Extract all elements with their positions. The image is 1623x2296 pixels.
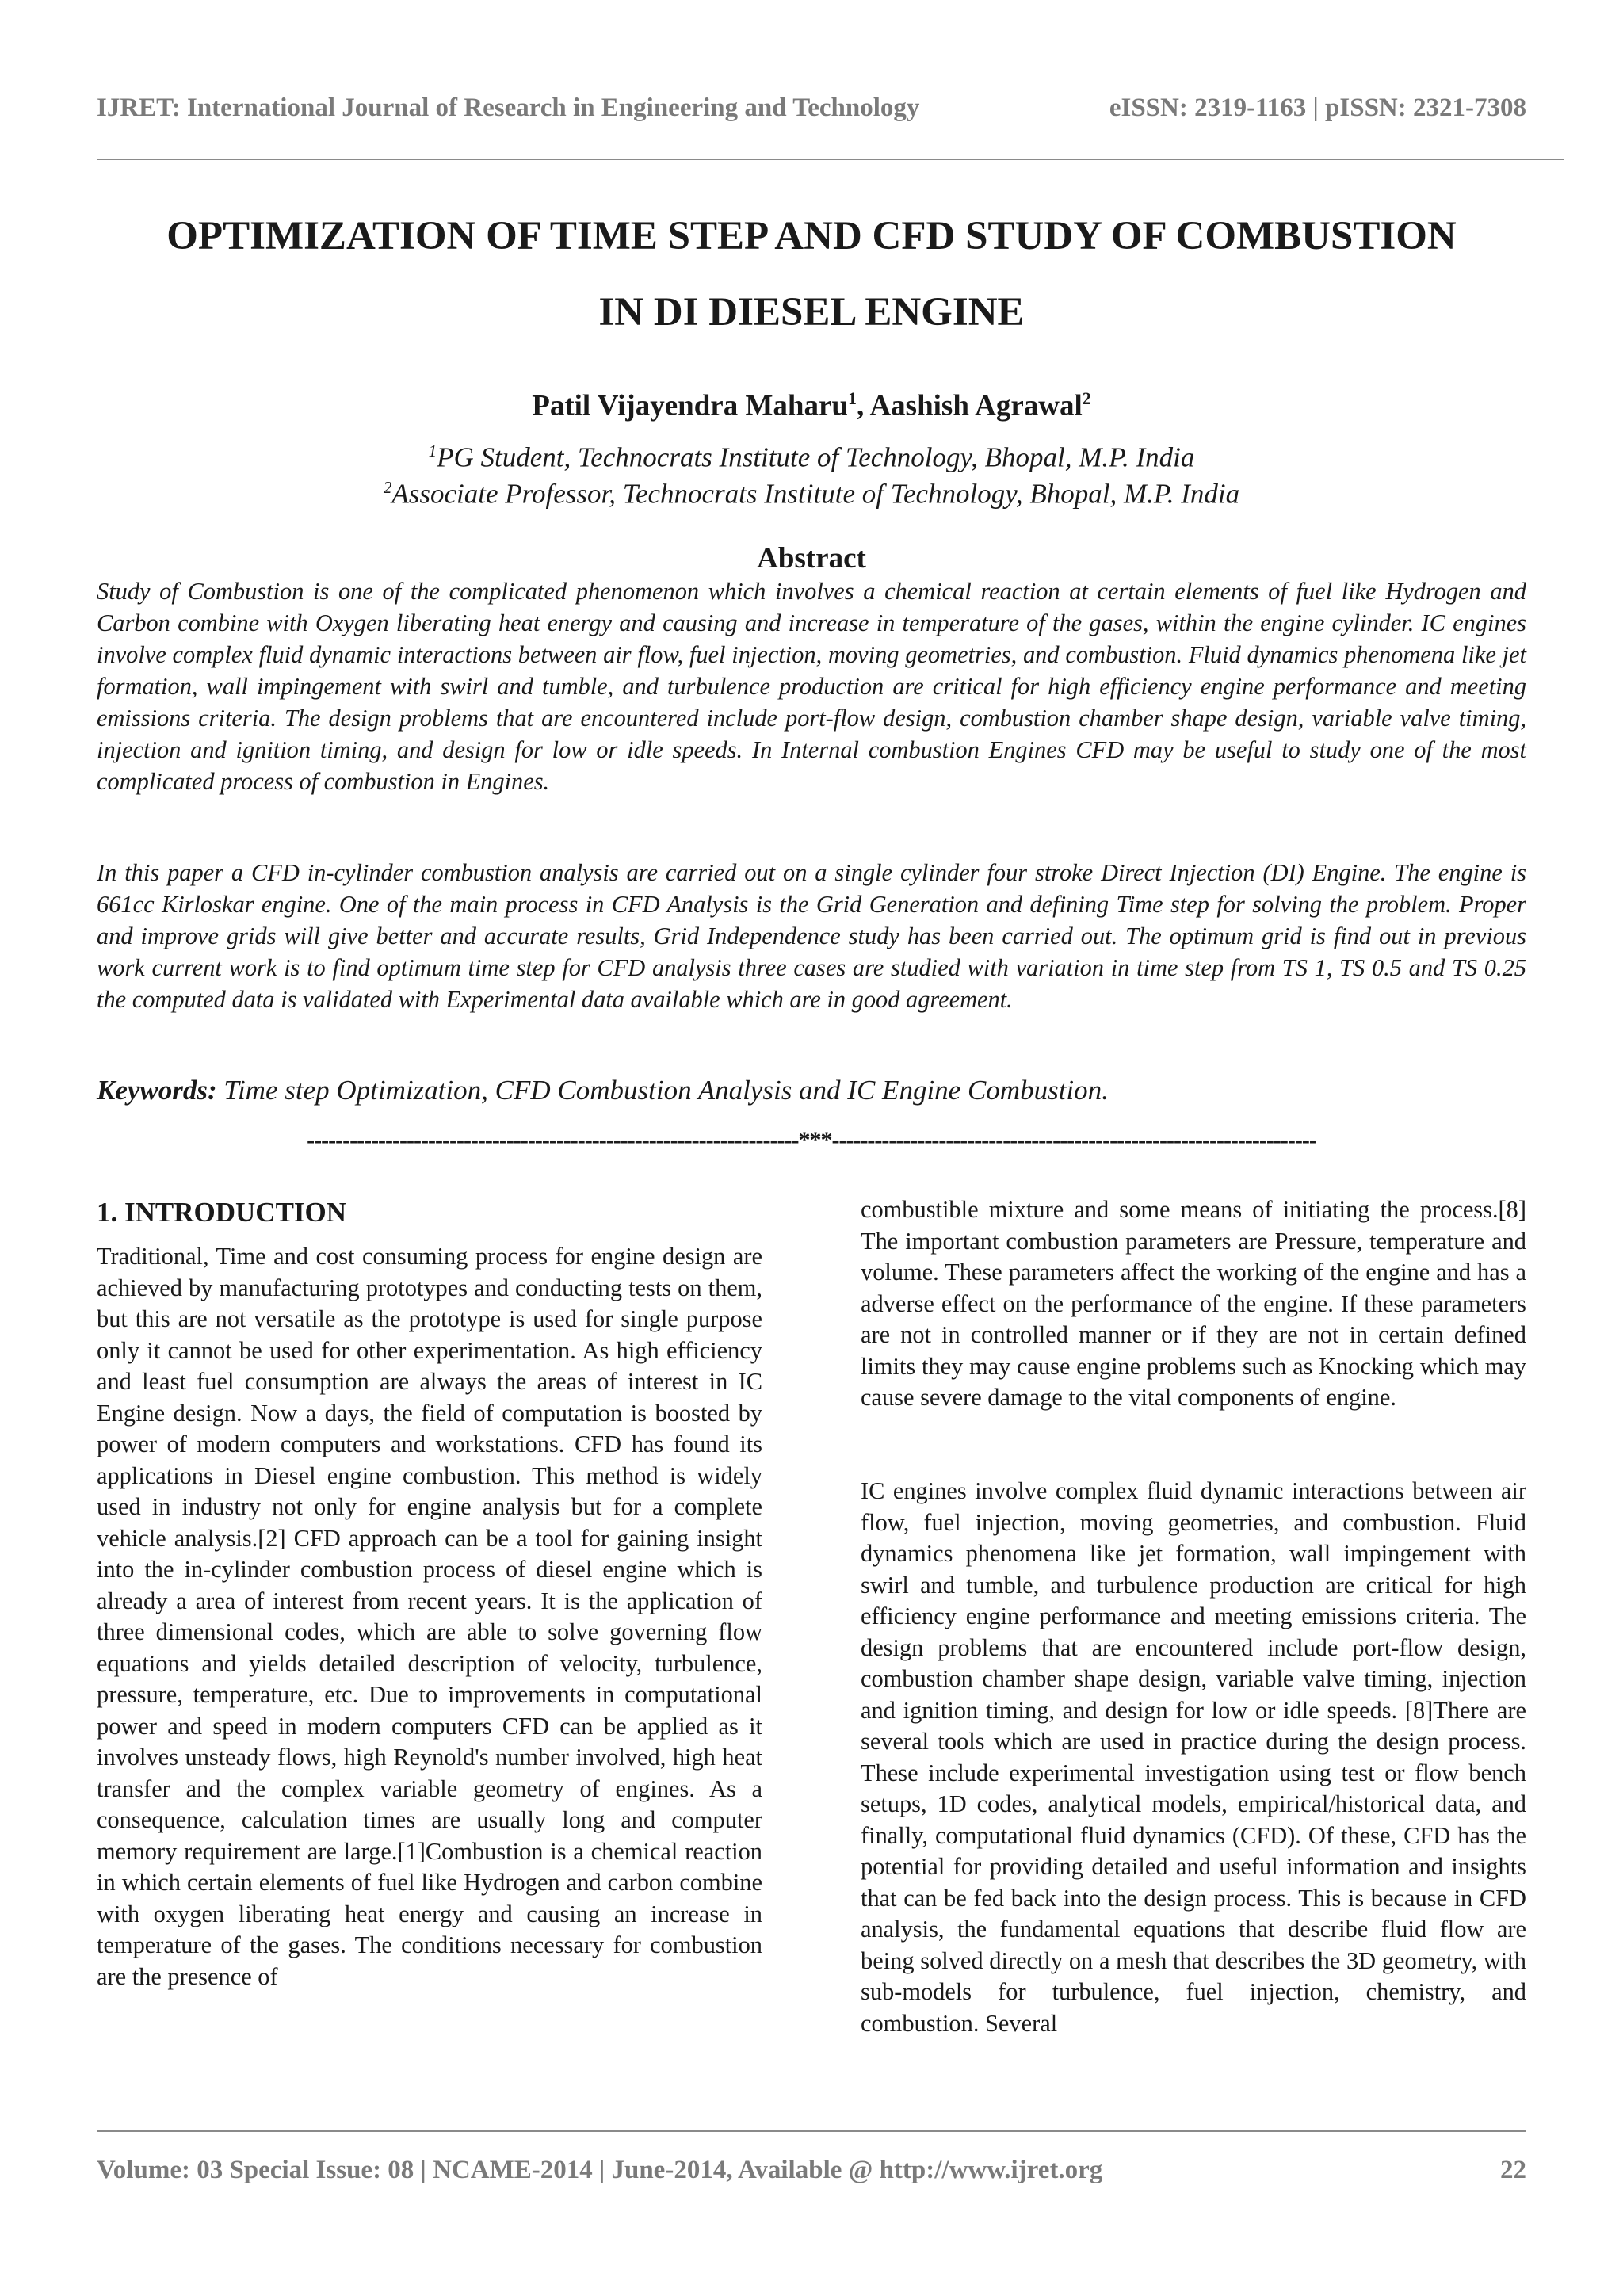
keywords-line xyxy=(97,1072,1526,1110)
keywords-text: Time step Optimization, CFD Combustion Analysis and IC Engine Combustion. xyxy=(223,1075,1109,1106)
abstract-paragraph-1: Study of Combustion is one of the complicated phenomenon which involves a chemical reaction at certain elements of fuel like Hydrogen and Carbon combine with Oxygen liberating heat energy and causing and increase in temperature of the gases, within the engine cylinder. IC engines involve complex fluid dynamic interactions between air flow, fuel injection, moving geometries, and combustion. Fluid dynamics phenomena like jet formation, wall impingement with swirl and tumble, and turbulence production are critical for high efficiency engine performance and meeting emissions criteria. The design problems that are encountered include port-flow design, combustion chamber shape design, variable valve timing, injection and ignition timing, and design for low or idle speeds. In Internal combustion Engines CFD may be useful to study one of the most complicated process of combustion in Engines. xyxy=(97,578,1526,795)
abstract-paragraph-2: In this paper a CFD in-cylinder combustion analysis are carried out on a single cylinder four stroke Direct Injection (DI) Engine. The engine is 661cc Kirloskar engine. One of the main process in CFD Analysis is the Grid Generation and defining Time step for solving the problem. Proper and improve grids will give better and accurate results, Grid Independence study has been carried out. The optimum grid is find out in previous work current work is to find optimum time step for CFD analysis three cases are studied with variation in time step from TS 1, TS 0.5 and TS 0.25 the computed data is validated with Experimental data available which are in good agreement. xyxy=(97,859,1526,1013)
affiliation-mark: 2 xyxy=(383,478,392,497)
author-name: Patil Vijayendra Maharu xyxy=(532,389,848,422)
running-header xyxy=(97,94,1526,133)
author-separator: , xyxy=(856,389,870,422)
paper-title xyxy=(97,198,1526,350)
page-number: 22 xyxy=(1500,2156,1526,2184)
volume-info: Volume: 03 Special Issue: 08 | NCAME-2014 | June-2014, Available @ http://www.ijret.org xyxy=(97,2156,1103,2184)
section-separator: ---------------------------------------------------------------------***-------------------------------------------------------------------- xyxy=(307,1127,1316,1153)
journal-name: IJRET: International Journal of Research in Engineering and Technology xyxy=(97,94,920,122)
header-rule xyxy=(97,159,1564,160)
introduction-left-column: Traditional, Time and cost consuming process for engine design are achieved by manufacturing prototypes and conducting tests on them, but this are not versatile as the prototype is used for single purpose only it cannot be used for other experimentation. As high efficiency and least fuel consumption are always the areas of interest in IC Engine design. Now a days, the field of computation is boosted by power of modern computers and workstations. CFD has found its applications in Diesel engine combustion. This method is widely used in industry not only for engine analysis but for a complete vehicle analysis.[2] CFD approach can be a tool for gaining insight into the in-cylinder combustion process of diesel engine which is already a area of interest from recent years. It is the application of three dimensional codes, which are able to solve governing flow equations and yields detailed description of velocity, turbulence, pressure, temperature, etc. Due to improvements in computational power and speed in modern computers CFD can be applied as it involves unsteady flows, high Reynold's number involved, high heat transfer and the complex variable geometry of engines. As a consequence, calculation times are usually long and computer memory requirement are large.[1]Combustion is a chemical reaction in which certain elements of fuel like Hydrogen and carbon combine with oxygen liberating heat energy and causing an increase in temperature of the gases. The conditions necessary for combustion are the presence of xyxy=(97,1243,762,1990)
author-affiliation-mark: 1 xyxy=(847,388,857,408)
author-name: Aashish Agrawal xyxy=(869,389,1083,422)
abstract-heading: Abstract xyxy=(757,542,866,575)
title-line-2: IN DI DIESEL ENGINE xyxy=(598,290,1025,334)
author-list xyxy=(97,379,1526,426)
introduction-heading: 1. INTRODUCTION xyxy=(97,1197,347,1228)
introduction-right-paragraph-2: IC engines involve complex fluid dynamic interactions between air flow, fuel injection, moving geometries, and combustion. Fluid dynamics phenomena like jet formation, wall impingement with swirl and tumble, and turbulence production are critical for high efficiency engine performance and meeting emissions criteria. The design problems that are encountered include port-flow design, combustion chamber shape design, variable valve timing, injection and ignition timing, and design for low or idle speeds. [8]There are several tools which are used in practice during the design process. These include experimental investigation using test or flow bench setups, 1D codes, analytical models, empirical/historical data, and finally, computational fluid dynamics (CFD). Of these, CFD has the potential for providing detailed and useful information and insights that can be fed back into the design process. This is because in CFD analysis, the fundamental equations that describe fluid flow are being solved directly on a mesh that describes the 3D geometry, with sub-models for turbulence, fuel injection, chemistry, and combustion. Several xyxy=(861,1477,1526,2037)
affiliation-2 xyxy=(97,469,1526,513)
title-line-1: OPTIMIZATION OF TIME STEP AND CFD STUDY OF COMBUSTION xyxy=(166,214,1457,258)
affiliation-text: PG Student, Technocrats Institute of Technology, Bhopal, M.P. India xyxy=(437,441,1195,473)
affiliation-text: Associate Professor, Technocrats Institute of Technology, Bhopal, M.P. India xyxy=(391,478,1240,510)
footer-rule xyxy=(97,2130,1526,2132)
author-affiliation-mark: 2 xyxy=(1082,388,1091,408)
introduction-right-paragraph-1: combustible mixture and some means of initiating the process.[8] The important combustion parameters are Pressure, temperature and volume. These parameters affect the working of the engine and has a adverse effect on the performance of the engine. If these parameters are not in controlled manner or if they are not in certain defined limits they may cause engine problems such as Knocking which may cause severe damage to the vital components of engine. xyxy=(861,1196,1526,1411)
keywords-label: Keywords: xyxy=(97,1075,217,1106)
affiliation-mark: 1 xyxy=(428,441,437,460)
page-footer xyxy=(97,2156,1526,2195)
issn-numbers: eISSN: 2319-1163 | pISSN: 2321-7308 xyxy=(1109,94,1526,122)
